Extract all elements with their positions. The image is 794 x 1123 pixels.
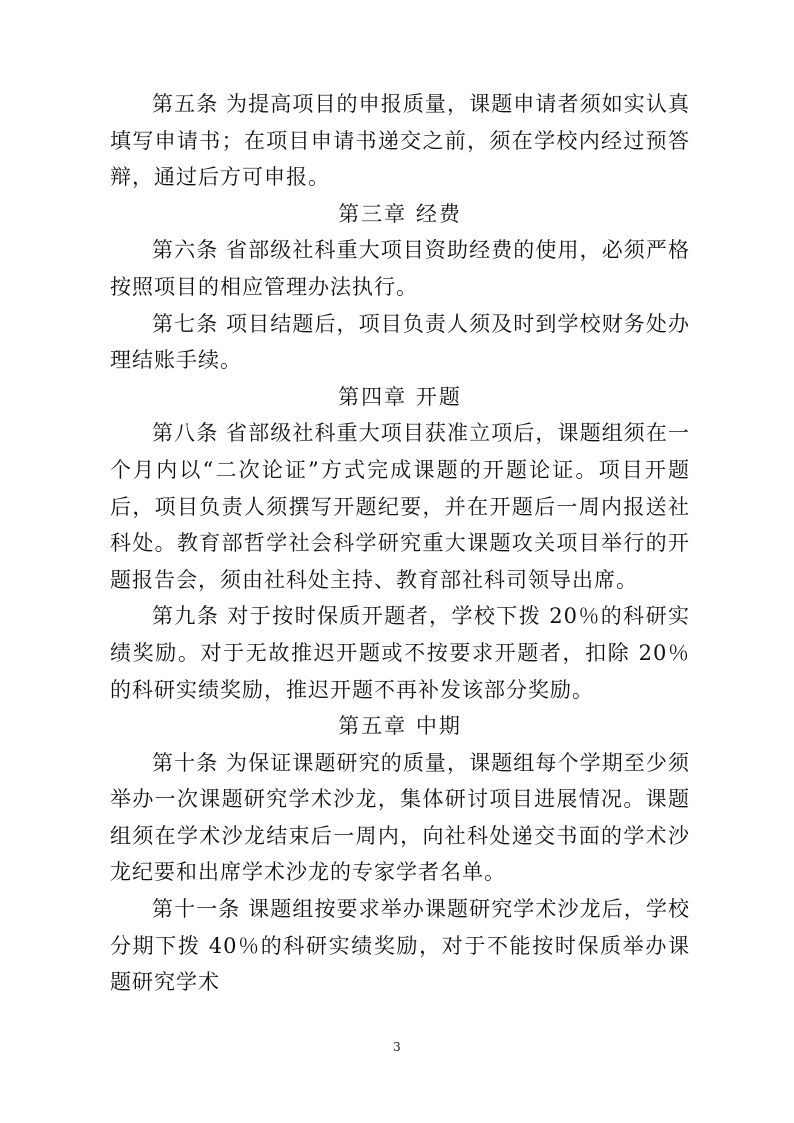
chapter-5-title: 第五章 中期 — [338, 714, 462, 739]
chapter-3-title: 第三章 经费 — [338, 201, 462, 226]
article-5: 第五条 为提高项目的申报质量，课题申请者须如实认真填写申请书；在项目申请书递交之前，须在学校内经过预答辩，通过后方可申报。 — [110, 92, 690, 190]
article-8: 第八条 省部级社科重大项目获准立项后，课题组须在一个月内以“二次论证”方式完成课题的开题论证。项目开题后，项目负责人须撰写开题纪要，并在开题后一周内报送社科处。教育部哲学社会科学研究重大课题攻关项目举行的开题报告会，须由社科处主持、教育部社科司领导出席。 — [110, 421, 690, 592]
article-11: 第十一条 课题组按要求举办课题研究学术沙龙后，学校分期下拨 40％的科研实绩奖励，对于不能按时保质举办课题研究学术 — [110, 897, 690, 995]
page-number: 3 — [393, 1040, 401, 1054]
chapter-4-title: 第四章 开题 — [338, 384, 462, 409]
document-body — [110, 86, 690, 1001]
article-9: 第九条 对于按时保质开题者，学校下拨 20％的科研实绩奖励。对于无故推迟开题或不按要求开题者，扣除 20％的科研实绩奖励，推迟开题不再补发该部分奖励。 — [110, 604, 690, 702]
article-10: 第十条 为保证课题研究的质量，课题组每个学期至少须举办一次课题研究学术沙龙，集体研讨项目进展情况。课题组须在学术沙龙结束后一周内，向社科处递交书面的学术沙龙纪要和出席学术沙龙的专家学者名单。 — [110, 750, 690, 885]
article-6: 第六条 省部级社科重大项目资助经费的使用，必须严格按照项目的相应管理办法执行。 — [110, 238, 690, 299]
article-7: 第七条 项目结题后，项目负责人须及时到学校财务处办理结账手续。 — [110, 311, 690, 373]
